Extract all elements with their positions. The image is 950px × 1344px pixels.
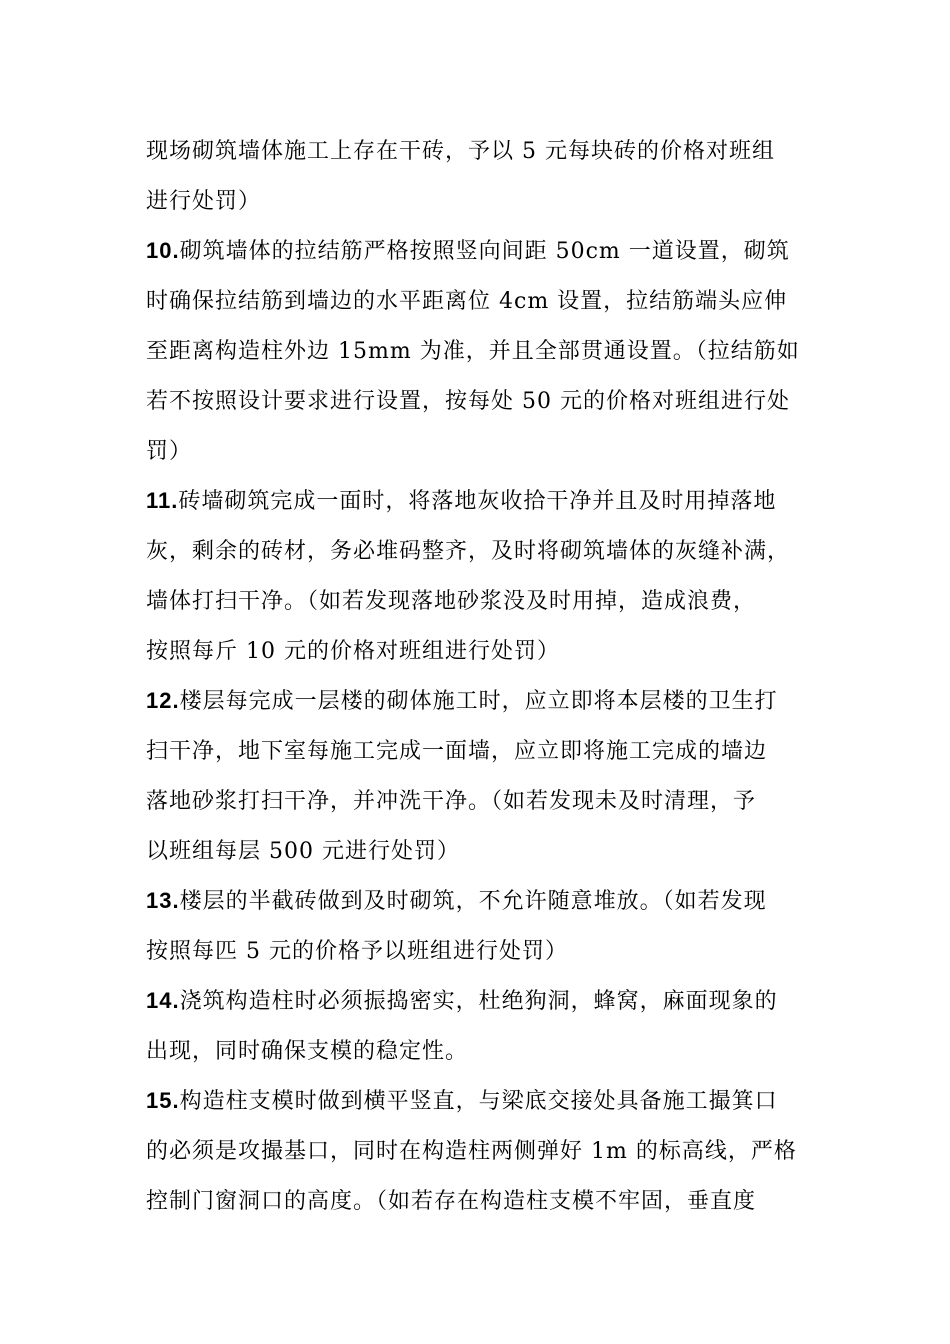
text-line: [146, 1026, 826, 1076]
item-number: 10.: [146, 238, 180, 263]
text-line: [146, 876, 826, 926]
line-text: 浇筑构造柱时必须振捣密实，杜绝狗洞，蜂窝，麻面现象的: [179, 989, 778, 1014]
text-line: [146, 526, 826, 576]
text-line: [146, 1126, 826, 1176]
text-line: [146, 376, 826, 426]
text-line: [146, 826, 826, 876]
line-text: 进行处罚）: [146, 189, 262, 214]
text-line: [146, 426, 826, 476]
text-line: [146, 176, 826, 226]
text-line: [146, 976, 826, 1026]
line-text: 现场砌筑墙体施工上存在干砖，予以 5 元每块砖的价格对班组: [146, 139, 775, 164]
line-text: 灰，剩余的砖材，务必堆码整齐，及时将砌筑墙体的灰缝补满，: [146, 539, 791, 564]
line-text: 控制门窗洞口的高度。（如若存在构造柱支模不牢固，垂直度: [146, 1189, 757, 1214]
item-number: 11.: [146, 488, 179, 513]
item-number: 15.: [146, 1088, 180, 1113]
line-text: 以班组每层 500 元进行处罚）: [146, 839, 460, 864]
text-line: [146, 1176, 826, 1226]
text-line: [146, 676, 826, 726]
text-line: [146, 476, 826, 526]
line-text: 楼层的半截砖做到及时砌筑，不允许随意堆放。（如若发现: [179, 889, 767, 914]
text-line: [146, 1076, 826, 1126]
line-text: 砌筑墙体的拉结筋严格按照竖向间距 50cm 一道设置，砌筑: [179, 239, 790, 264]
text-line: [146, 326, 826, 376]
line-text: 出现，同时确保支模的稳定性。: [146, 1039, 469, 1064]
line-text: 至距离构造柱外边 15mm 为准，并且全部贯通设置。（拉结筋如: [146, 339, 800, 364]
text-line: [146, 726, 826, 776]
line-text: 构造柱支模时做到横平竖直，与梁底交接处具备施工撮箕口: [179, 1089, 778, 1114]
item-number: 12.: [146, 688, 180, 713]
line-text: 按照每匹 5 元的价格予以班组进行处罚）: [146, 939, 568, 964]
text-line: [146, 276, 826, 326]
text-line: [146, 226, 826, 276]
line-text: 扫干净，地下室每施工完成一面墙，应立即将施工完成的墙边: [146, 739, 768, 764]
text-line: [146, 926, 826, 976]
item-number: 13.: [146, 888, 180, 913]
line-text: 楼层每完成一层楼的砌体施工时，应立即将本层楼的卫生打: [179, 689, 778, 714]
line-text: 落地砂浆打扫干净，并冲洗干净。（如若发现未及时清理，予: [146, 789, 757, 814]
text-line: [146, 576, 826, 626]
text-line: [146, 126, 826, 176]
line-text: 墙体打扫干净。（如若发现落地砂浆没及时用掉，造成浪费，: [146, 589, 757, 614]
text-line: [146, 626, 826, 676]
document-body: [146, 126, 826, 1226]
line-text: 若不按照设计要求进行设置，按每处 50 元的价格对班组进行处: [146, 389, 790, 414]
line-text: 砖墙砌筑完成一面时，将落地灰收拾干净并且及时用掉落地: [178, 489, 777, 514]
item-number: 14.: [146, 988, 180, 1013]
text-line: [146, 776, 826, 826]
line-text: 时确保拉结筋到墙边的水平距离位 4cm 设置，拉结筋端头应伸: [146, 289, 788, 314]
line-text: 按照每斤 10 元的价格对班组进行处罚）: [146, 639, 560, 664]
line-text: 罚）: [146, 439, 193, 464]
line-text: 的必须是攻撮基口，同时在构造柱两侧弹好 1m 的标高线，严格: [146, 1139, 797, 1164]
